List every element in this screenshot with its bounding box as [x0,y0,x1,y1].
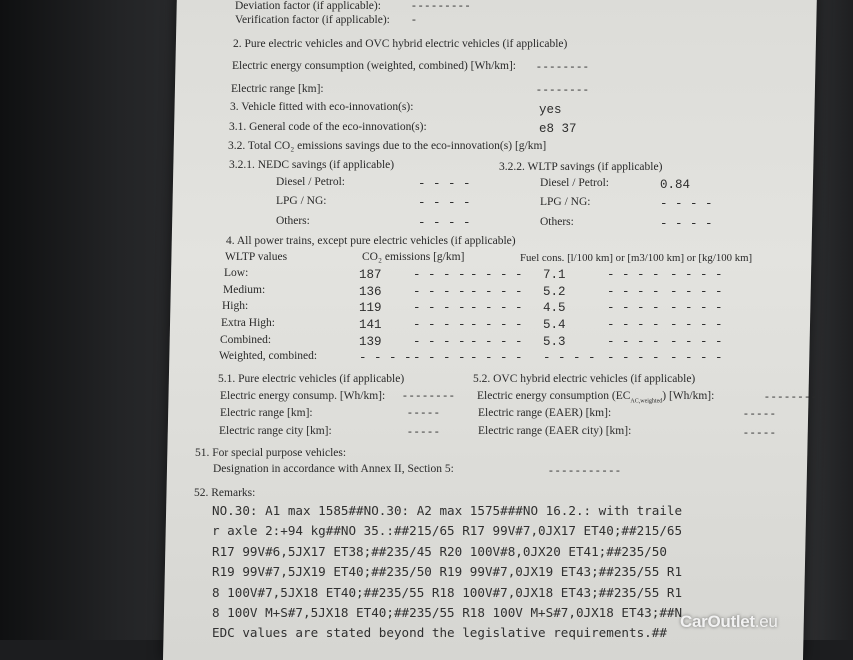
remarks-line: 8 100V M+S#7,5JX18 ET40;##235/55 R18 100V M+S#7,0JX18 ET43;##N [212,605,683,621]
co2-value: 136 [359,285,382,299]
co2-empty-cell: - - - - [413,335,466,349]
co2-empty-cell: - - - - [413,301,466,315]
co2-empty-cell: - - - - [413,285,466,299]
section-52-title: 52. Remarks: [194,487,256,499]
pure-ev-range-city-value: - - - - - [408,426,439,438]
designation-value: - - - - - - - - - - - [549,465,620,477]
deviation-factor-label: Deviation factor (if applicable): [235,0,381,12]
col-fuel-consumption: Fuel cons. [l/100 km] or [m3/100 km] or [kg/100 km] [520,252,753,264]
wltp-savings-row-label: Others: [540,216,574,228]
co2-empty-cell: - - - - [413,318,466,332]
fuel-empty-cell: - - - - [670,268,723,282]
section-5-1-title: 5.1. Pure electric vehicles (if applicable) [218,373,405,385]
wltp-savings-row-label: LPG / NG: [540,196,591,208]
fuel-empty-cell: - - - - [670,318,723,332]
savings-row-label: Diesel / Petrol: [276,176,345,188]
verification-factor-label: Verification factor (if applicable): [235,14,390,26]
designation-label: Designation in accordance with Annex II, Section 5: [213,463,454,475]
electric-energy-label: Electric energy consumption (weighted, combined) [Wh/km]: [232,60,517,72]
deviation-factor-value: - - - - - - - - - [412,0,470,12]
wltp-row-label: High: [222,300,249,312]
fuel-empty-cell: - - - - [607,301,660,315]
co2-value: 119 [359,301,382,315]
eco-code-value: e8 37 [539,122,577,136]
hybrid-range-label: Electric range (EAER) [km]: [478,407,612,419]
hybrid-range-city-label: Electric range (EAER city) [km]: [478,425,632,437]
co2-empty-cell: - - - - [470,268,523,282]
remarks-line: r axle 2:+94 kg##NO 35.:##215/65 R17 99V#7,0JX17 ET40;##215/65 [212,523,683,539]
remarks-line: R17 99V#6,5JX17 ET38;##235/45 R20 100V#8,0JX20 ET41;##235/50 [212,543,667,559]
co2-empty-cell: - - - - [470,351,523,365]
col-co2-emissions: CO₂ emissions [g/km] [362,251,465,263]
wltp-savings-value: - - - - [660,197,713,211]
nedc-savings-value: - - - - [418,216,471,230]
pure-ev-range-label: Electric range [km]: [220,407,313,419]
remarks-line: R19 99V#7,5JX19 ET40;##235/50 R19 99V#7,0JX19 ET43;##235/55 R1 [212,564,683,580]
electric-energy-value: - - - - - - - - [537,61,588,73]
carOutlet-watermark: CarOutlet.eu [680,612,778,631]
wltp-row-label: Combined: [220,334,272,346]
co2-empty-cell: - - - - [413,268,466,282]
co2-empty-cell: - - - - [470,335,523,349]
co2-savings-label: 3.2. Total CO₂ emissions savings due to the eco-innovation(s) [g/km] [228,140,547,152]
hybrid-range-city-value: - - - - - [744,427,775,439]
savings-row-label: LPG / NG: [276,195,327,207]
co2-empty-cell: - - - - [470,285,523,299]
hybrid-energy-label: Electric energy consumption $(EC_{AC,weighted})$ [Wh/km]: [477,390,715,405]
pure-ev-range-city-label: Electric range city [km]: [219,425,332,437]
section-3-title: 3. Vehicle fitted with eco-innovation(s): [230,101,414,113]
fuel-empty-cell: - - - - [670,351,723,365]
fuel-value: 5.3 [543,335,566,349]
fuel-empty-cell: - - - - [670,285,723,299]
verification-factor-value: - [412,14,416,26]
fuel-empty-cell: - - - - [607,335,660,349]
wltp-savings-value: - - - - [660,217,713,231]
savings-row-label: Others: [276,215,310,227]
pure-ev-energy-value: - - - - - - - - [403,390,454,402]
wltp-row-label: Extra High: [221,317,275,329]
fuel-empty-cell: - - - - [607,318,660,332]
fuel-empty-cell: - - - - [670,335,723,349]
co2-value: 139 [359,335,382,349]
col-wltp-values: WLTP values [225,251,288,263]
remarks-line: EDC values are stated beyond the legislative requirements.## [212,625,667,641]
remarks-line: 8 100V#7,5JX18 ET40;##235/55 R18 100V#7,0JX18 ET43;##235/55 R1 [212,584,683,600]
wltp-savings-value: 0.84 [660,178,691,192]
fuel-value: 7.1 [543,268,566,282]
fuel-empty-cell: - - - - [607,268,660,282]
co2-value: 187 [359,268,382,282]
wltp-row-label: Medium: [223,284,266,296]
fuel-value: - - - - [543,351,596,365]
wltp-row-label: Low: [224,267,249,279]
electric-range-value: - - - - - - - - [537,84,588,96]
fuel-empty-cell: - - - - [607,285,660,299]
fuel-empty-cell: - - - - [670,301,723,315]
nedc-savings-value: - - - - [418,177,471,191]
co2-empty-cell: - - - - [413,351,466,365]
pure-ev-range-value: - - - - - [408,407,439,419]
hybrid-range-value: - - - - - [744,408,775,420]
co2-value: - - - - [359,351,412,365]
section-5-2-title: 5.2. OVC hybrid electric vehicles (if applicable) [473,373,696,385]
wltp-savings-title: 3.2.2. WLTP savings (if applicable) [499,161,663,173]
electric-range-label: Electric range [km]: [231,83,324,95]
co2-value: 141 [359,318,382,332]
hybrid-energy-value: - - - - - - - - [765,391,816,403]
wltp-savings-row-label: Diesel / Petrol: [540,177,609,189]
co2-empty-cell: - - - - [470,301,523,315]
wltp-row-label: Weighted, combined: [219,350,318,362]
fuel-value: 5.4 [543,318,566,332]
remarks-line: NO.30: A1 max 1585##NO.30: A2 max 1575###NO 16.2.: with traile [212,503,683,518]
section-4-title: 4. All power trains, except pure electric vehicles (if applicable) [226,235,516,247]
co2-empty-cell: - - - - [470,318,523,332]
section-2-title: 2. Pure electric vehicles and OVC hybrid electric vehicles (if applicable) [233,38,568,50]
fuel-empty-cell: - - - - [607,351,660,365]
section-51-title: 51. For special purpose vehicles: [195,447,347,459]
fuel-value: 5.2 [543,285,566,299]
pure-ev-energy-label: Electric energy consump. [Wh/km]: [220,390,386,402]
eco-innovation-value: yes [539,103,562,117]
nedc-savings-title: 3.2.1. NEDC savings (if applicable) [229,159,395,171]
eco-code-label: 3.1. General code of the eco-innovation(s): [229,121,427,133]
nedc-savings-value: - - - - [418,196,471,210]
fuel-value: 4.5 [543,301,566,315]
